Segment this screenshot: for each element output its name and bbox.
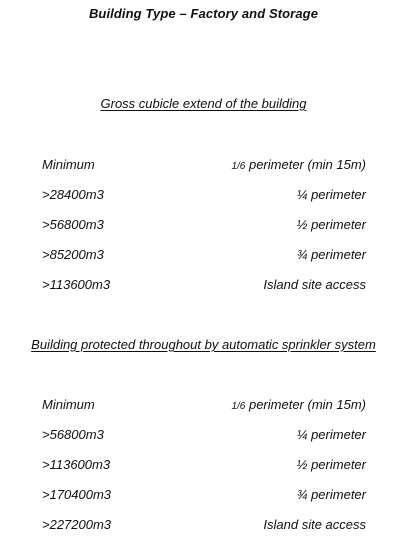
- access-requirement: Island site access: [263, 517, 366, 532]
- access-requirement: ¾ perimeter: [296, 487, 366, 502]
- fraction-label: 1/6: [231, 401, 246, 412]
- table-row: [42, 487, 366, 517]
- volume-threshold: >227200m3: [42, 517, 112, 532]
- table-row: [42, 247, 366, 277]
- access-requirement: ¼ perimeter: [296, 427, 366, 442]
- section-heading-sprinklered: Building protected throughout by automatic sprinkler system: [31, 337, 376, 352]
- document-title: Building Type – Factory and Storage: [88, 6, 319, 21]
- access-requirement: ¾ perimeter: [296, 247, 366, 262]
- volume-threshold: >56800m3: [42, 427, 104, 442]
- access-requirement: ½ perimeter: [296, 457, 366, 472]
- table-row: [42, 277, 366, 307]
- table-row: [42, 457, 366, 487]
- table-row: [42, 217, 366, 247]
- table-row: [42, 427, 366, 457]
- access-requirement: [231, 397, 366, 412]
- access-requirement-text: perimeter (min 15m): [245, 397, 366, 412]
- volume-threshold: >56800m3: [42, 217, 104, 232]
- volume-threshold: Minimum: [42, 157, 95, 172]
- access-requirement: [231, 157, 366, 172]
- access-requirement: ½ perimeter: [296, 217, 366, 232]
- access-requirement: Island site access: [263, 277, 366, 292]
- volume-threshold: >170400m3: [42, 487, 112, 502]
- volume-threshold: >113600m3: [42, 277, 111, 292]
- table-row: [42, 397, 366, 427]
- access-requirements-table-unsprinklered: [42, 157, 366, 307]
- volume-threshold: >113600m3: [42, 457, 111, 472]
- access-requirements-table-sprinklered: [42, 397, 366, 547]
- table-row: [42, 517, 366, 547]
- table-row: [42, 157, 366, 187]
- volume-threshold: >85200m3: [42, 247, 104, 262]
- access-requirement: ¼ perimeter: [296, 187, 366, 202]
- access-requirement-text: perimeter (min 15m): [245, 157, 366, 172]
- volume-threshold: Minimum: [42, 397, 95, 412]
- fraction-label: 1/6: [231, 161, 246, 172]
- table-row: [42, 187, 366, 217]
- section-heading-gross-cubic-extent: Gross cubicle extend of the building: [100, 96, 307, 111]
- volume-threshold: >28400m3: [42, 187, 104, 202]
